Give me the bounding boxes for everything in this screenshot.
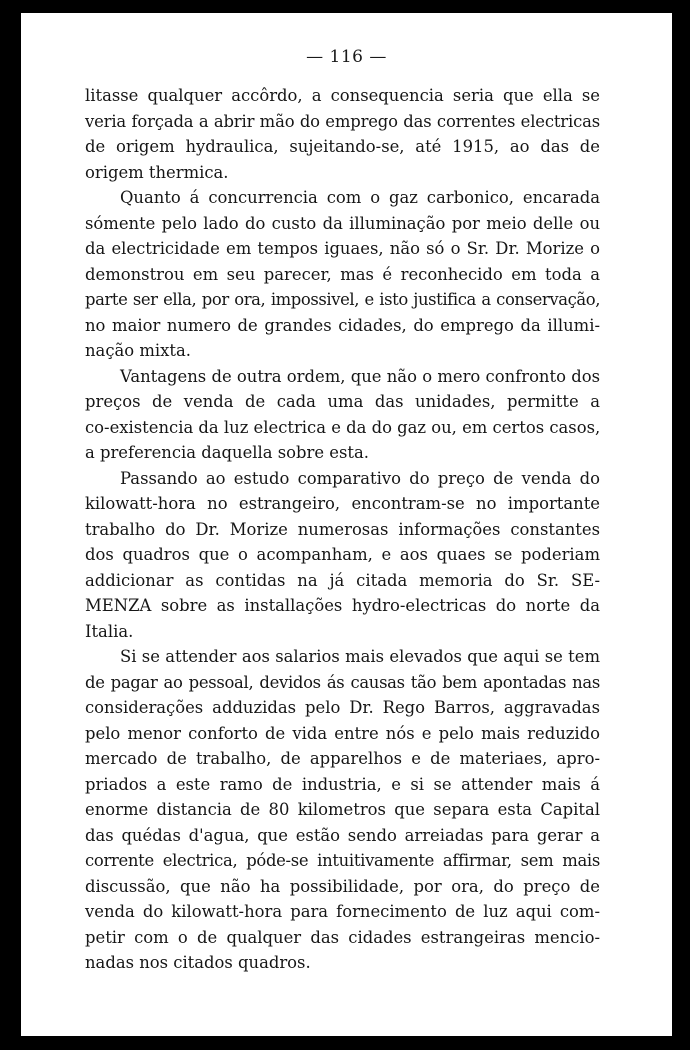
text-line: nadas nos citados quadros.	[85, 953, 311, 972]
text-line: kilowatt-hora no estrangeiro, encontram-se no importante	[85, 494, 600, 513]
text-line: corrente electrica, póde-se intuitivamente affirmar, sem mais	[85, 851, 600, 870]
text-line: de origem hydraulica, sujeitando-se, até 1915, ao das de	[85, 137, 600, 156]
page-number: — 116 —	[306, 47, 387, 67]
body-text	[85, 83, 600, 976]
text-line: Quanto á concurrencia com o gaz carbonico, encarada	[120, 188, 600, 207]
text-line: da electricidade em tempos iguaes, não só o Sr. Dr. Morize o	[85, 239, 600, 258]
text-line: addicionar as contidas na já citada memoria do Sr. SE-	[85, 570, 600, 590]
text-line: pelo menor conforto de vida entre nós e pelo mais reduzido	[85, 723, 600, 743]
document-page	[21, 13, 672, 1036]
text-line: considerações adduzidas pelo Dr. Rego Barros, aggravadas	[85, 698, 600, 717]
text-line: parte ser ella, por ora, impossivel, e isto justifica a conservação,	[85, 290, 600, 309]
text-line: co-existencia da luz electrica e da do gaz ou, em certos casos,	[85, 417, 601, 437]
text-line: priados a este ramo de industria, e si se attender mais á	[85, 774, 600, 794]
text-line: litasse qualquer accôrdo, a consequencia seria que ella se	[85, 86, 600, 105]
text-line: preços de venda de cada uma das unidades, permitte a	[85, 392, 600, 411]
text-line: MENZA sobre as installações hydro-electricas do norte da	[85, 596, 600, 615]
paragraph-4	[85, 466, 600, 645]
text-line: veria forçada a abrir mão do emprego das correntes electricas	[85, 111, 600, 131]
paragraph-3	[85, 364, 600, 466]
text-line: demonstrou em seu parecer, mas é reconhecido em toda a	[85, 264, 600, 284]
text-line: no maior numero de grandes cidades, do emprego da illumi-	[85, 315, 600, 335]
paragraph-2	[85, 185, 600, 364]
paragraph-1	[85, 83, 600, 185]
text-line: sómente pelo lado do custo da illuminação por meio delle ou	[85, 213, 600, 233]
text-line: mercado de trabalho, de apparelhos e de materiaes, apro-	[85, 749, 600, 768]
paragraph-5	[85, 644, 600, 976]
text-line: dos quadros que o acompanham, e aos quaes se poderiam	[85, 545, 600, 564]
text-line: Vantagens de outra ordem, que não o mero confronto dos	[120, 366, 600, 386]
text-line: enorme distancia de 80 kilometros que separa esta Capital	[85, 800, 600, 819]
text-line: de pagar ao pessoal, devidos ás causas tão bem apontadas nas	[85, 672, 600, 692]
text-line: das quédas d'agua, que estão sendo arreiadas para gerar a	[85, 825, 600, 845]
text-line: venda do kilowatt-hora para fornecimento de luz aqui com-	[85, 902, 600, 921]
text-line: Passando ao estudo comparativo do preço de venda do	[120, 468, 600, 488]
text-line: trabalho do Dr. Morize numerosas informações constantes	[85, 519, 600, 539]
text-line: Si se attender aos salarios mais elevados que aqui se tem	[120, 647, 600, 666]
text-line: discussão, que não ha possibilidade, por ora, do preço de	[85, 876, 600, 896]
text-line: petir com o de qualquer das cidades estrangeiras mencio-	[85, 927, 600, 947]
text-line: a preferencia daquella sobre esta.	[85, 443, 369, 462]
text-line: nação mixta.	[85, 341, 191, 360]
text-line: origem thermica.	[85, 162, 229, 182]
text-line: Italia.	[85, 621, 134, 641]
